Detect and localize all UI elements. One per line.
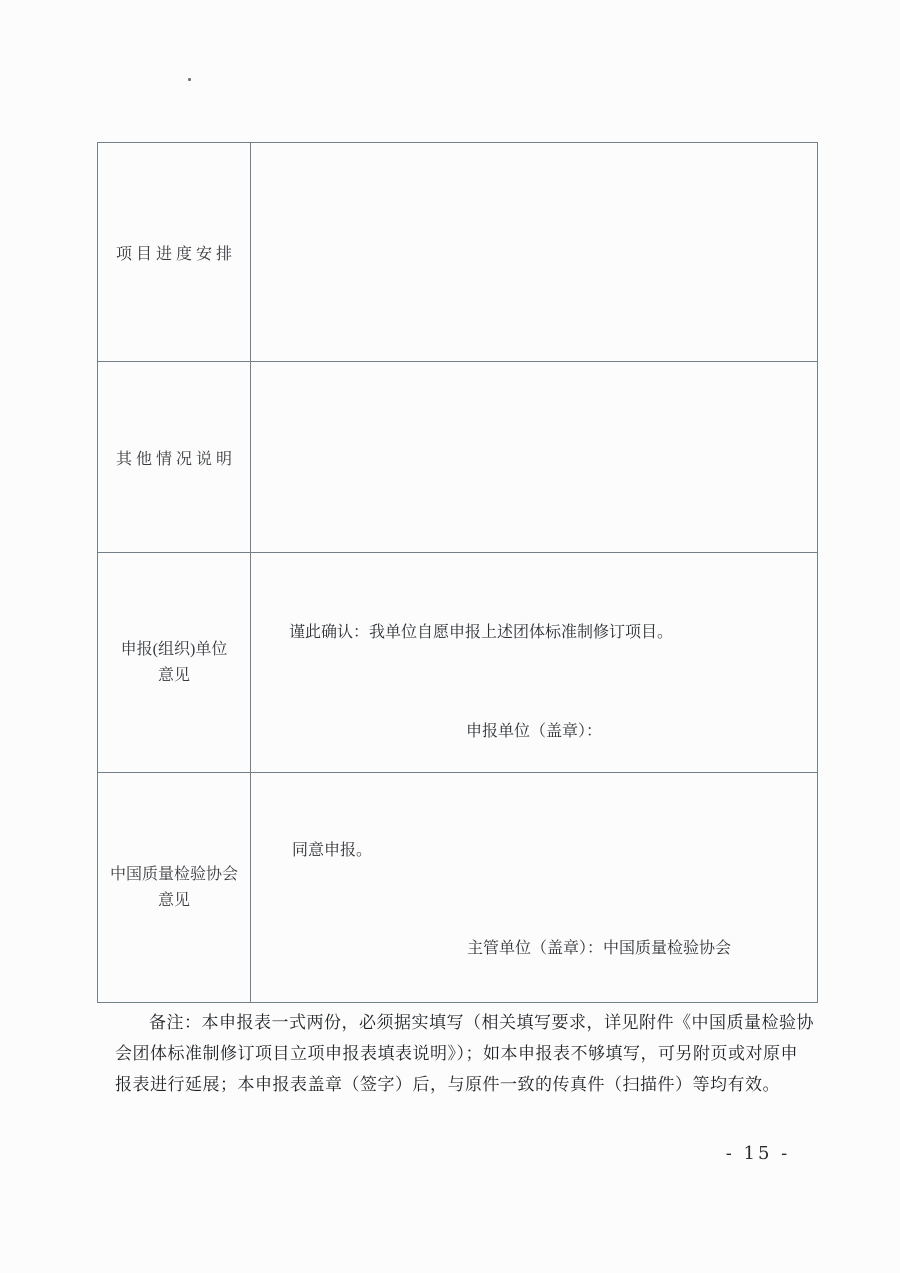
- association-approval-statement: 同意申报。: [292, 842, 373, 859]
- label-project-schedule: 项目进度安排: [115, 245, 236, 263]
- label-association-opinion-line1: 中国质量检验协会: [109, 865, 238, 883]
- content-cell-applicant-opinion: [251, 553, 817, 772]
- scan-speck: [188, 78, 191, 81]
- label-association-opinion-line2: 意见: [157, 891, 190, 909]
- table-row-association-opinion: [98, 773, 817, 1002]
- footer-remark-line2: 会团体标准制修订项目立项申报表填表说明》）；如本申报表不够填写，可另附页或对原申: [115, 1044, 798, 1063]
- page-number: - 15 -: [725, 1143, 791, 1164]
- content-cell-project-schedule: [251, 143, 817, 361]
- footer-remark-line1: 备注：本申报表一式两份，必须据实填写（相关填写要求，详见附件《中国质量检验协: [149, 1013, 814, 1032]
- table-row-project-schedule: [98, 143, 817, 362]
- label-cell-other-notes: [98, 362, 251, 552]
- label-cell-project-schedule: [98, 143, 251, 361]
- label-cell-applicant-opinion: [98, 553, 251, 772]
- applicant-seal-label: 申报单位（盖章）：: [466, 723, 603, 740]
- label-cell-association-opinion: [98, 773, 251, 1002]
- label-association-opinion: [110, 862, 238, 914]
- applicant-confirmation-statement: 谨此确认：我单位自愿申报上述团体标准制修订项目。: [289, 624, 674, 641]
- content-cell-other-notes: [251, 362, 817, 552]
- association-seal-label: 主管单位（盖章）：中国质量检验协会: [467, 940, 732, 957]
- label-applicant-opinion-line2: 意见: [157, 666, 190, 684]
- label-applicant-opinion-line1: 申报(组织)单位: [120, 640, 228, 658]
- table-row-applicant-opinion: [98, 553, 817, 773]
- footer-remark-line3: 报表进行延展；本申报表盖章（签字）后，与原件一致的传真件（扫描件）等均有效。: [115, 1075, 780, 1094]
- label-applicant-opinion: [121, 637, 228, 689]
- table-row-other-notes: [98, 362, 817, 553]
- application-form-table: [97, 142, 818, 1003]
- footer-remark: [115, 1007, 823, 1100]
- label-other-notes: 其他情况说明: [115, 450, 236, 468]
- content-cell-association-opinion: [251, 773, 817, 1002]
